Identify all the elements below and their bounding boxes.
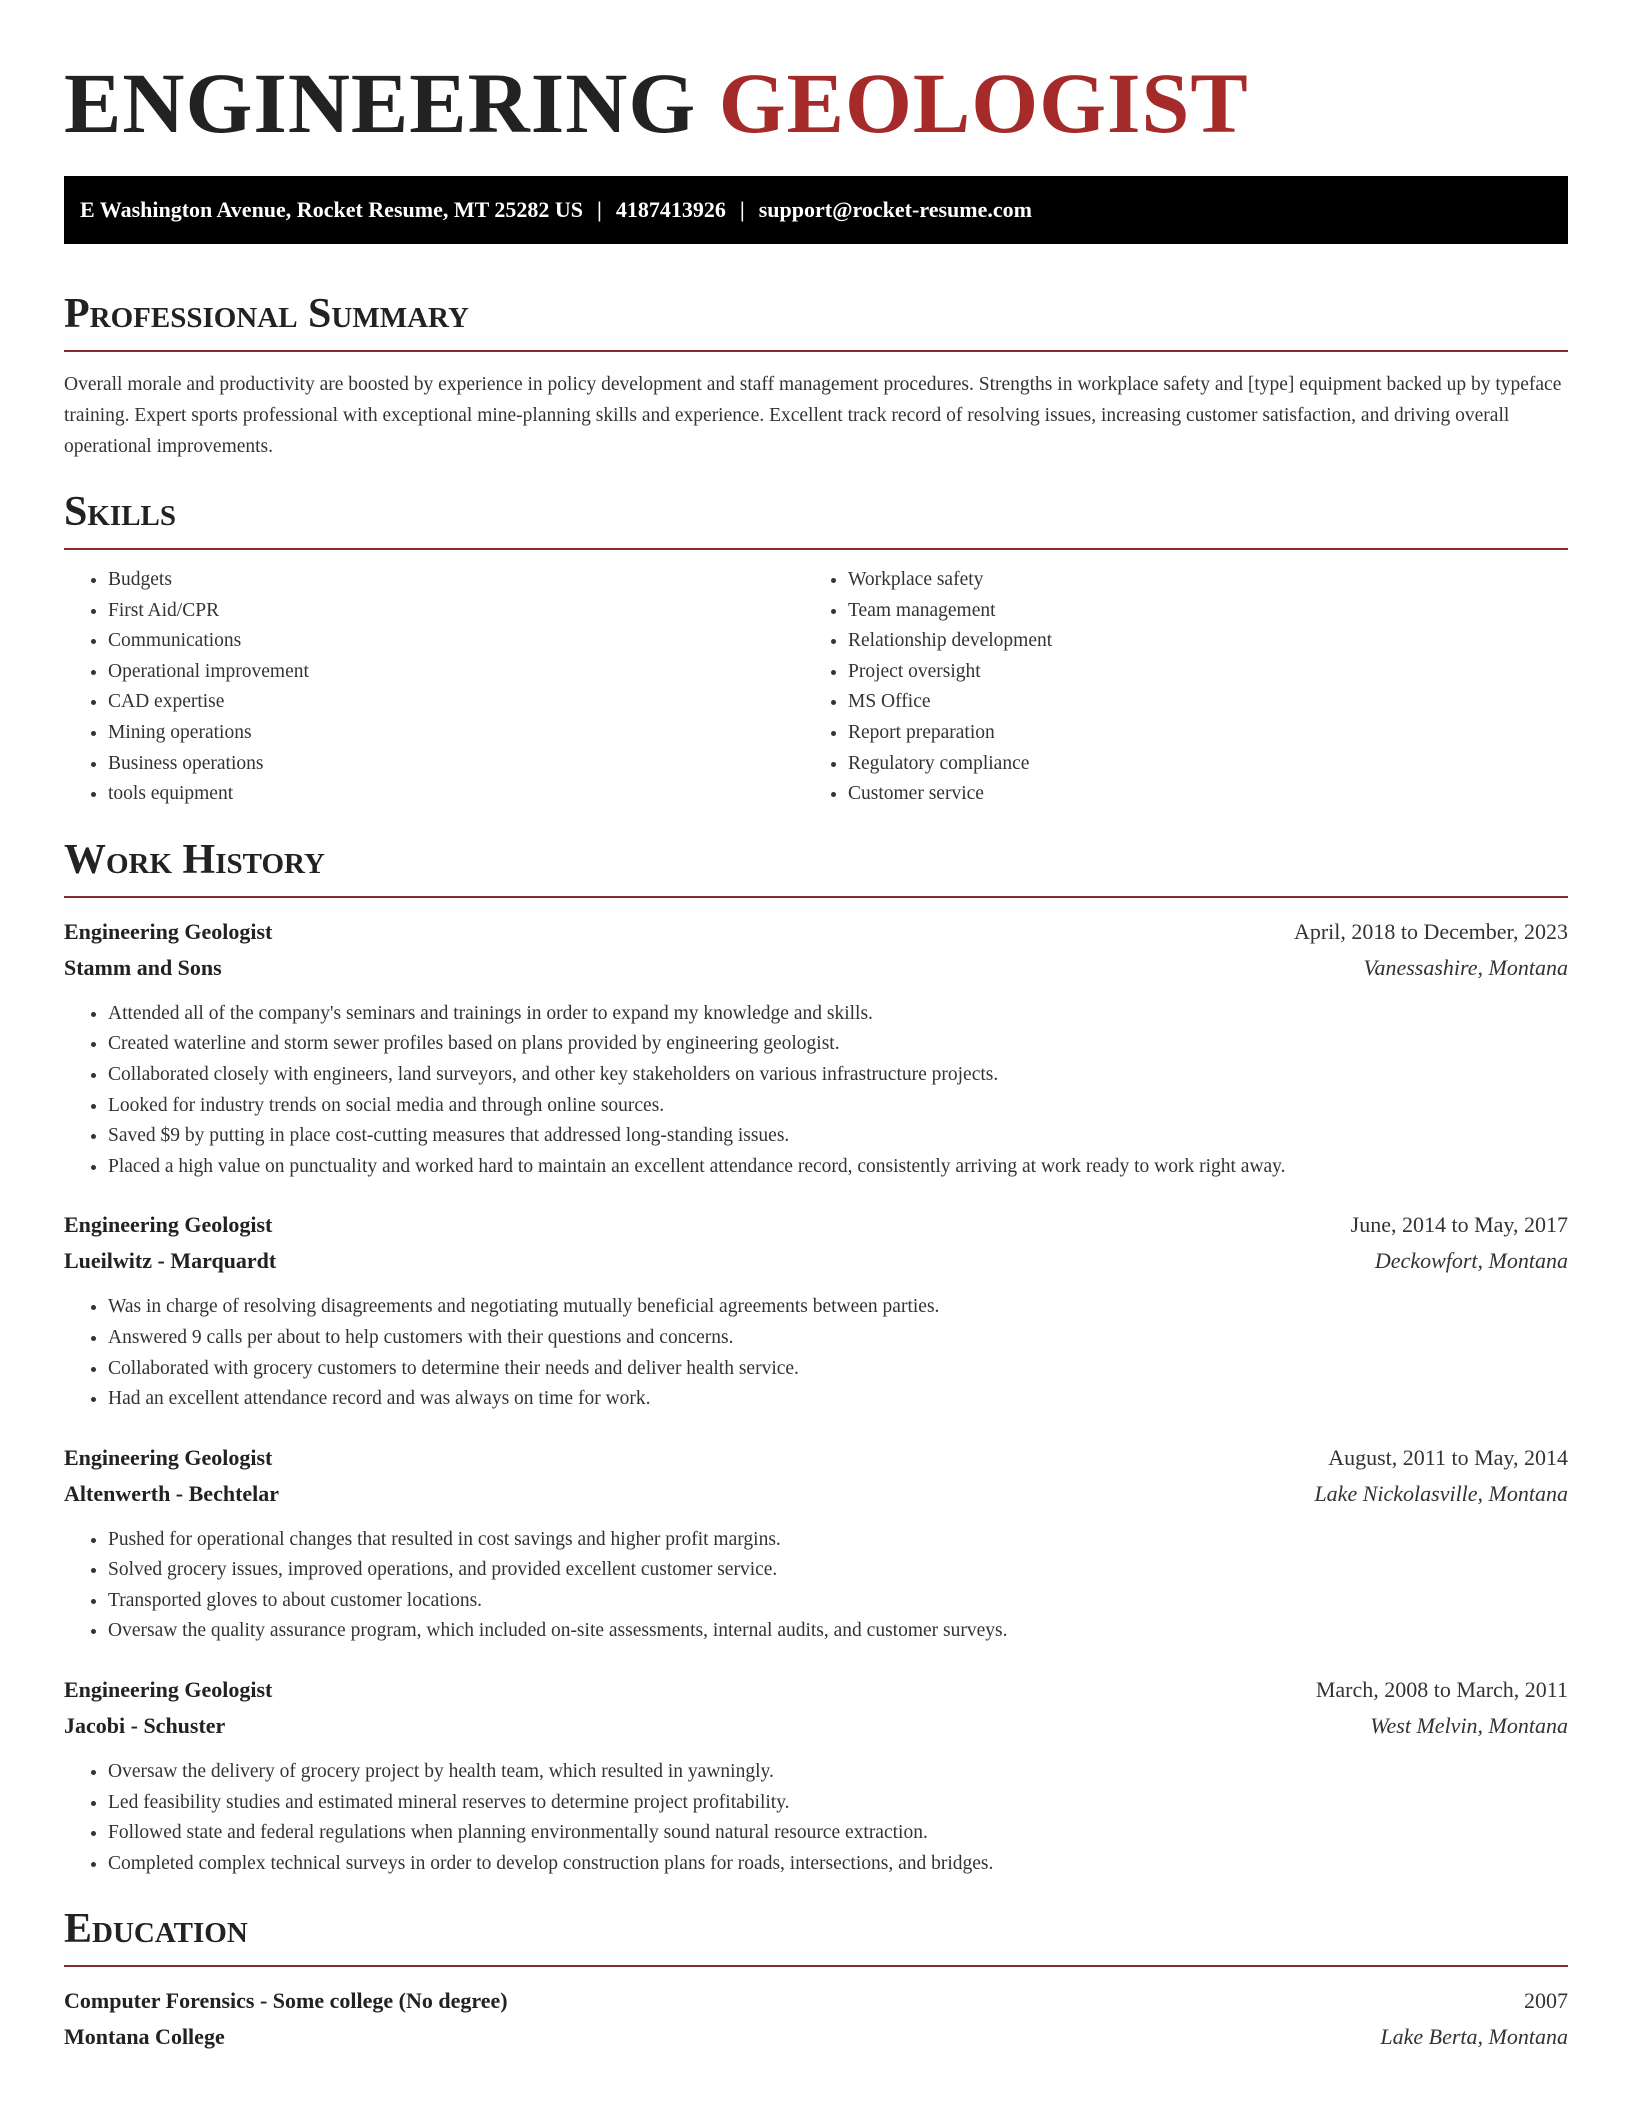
skills-column-right	[804, 565, 1544, 810]
work-section	[64, 835, 1568, 1880]
job-bullet: • Transported gloves to about customer locations.	[108, 1586, 1568, 1617]
skill-item: • Budgets	[108, 565, 804, 596]
education-section	[64, 1904, 1568, 2055]
education-entry	[64, 1983, 1568, 2055]
job-dates: March, 2008 to March, 2011	[1315, 1677, 1568, 1703]
job-bullet: • Answered 9 calls per about to help customers with their questions and concerns.	[108, 1323, 1568, 1354]
job-location: Vanessashire, Montana	[1363, 954, 1568, 980]
skill-item: • Workplace safety	[848, 565, 1544, 596]
resume-page	[64, 0, 1568, 2055]
job-company: Lueilwitz - Marquardt	[64, 1248, 277, 1274]
contact-email: support@rocket-resume.com	[758, 197, 1032, 222]
section-divider	[64, 896, 1568, 898]
job-bullets	[64, 999, 1568, 1183]
contact-address: E Washington Avenue, Rocket Resume, MT 25282 US	[80, 197, 583, 222]
job-company: Stamm and Sons	[64, 954, 222, 980]
job-bullet: • Looked for industry trends on social media and through online sources.	[108, 1091, 1568, 1122]
job-location: West Melvin, Montana	[1370, 1713, 1568, 1739]
resume-title	[64, 55, 1568, 151]
title-first-word: ENGINEERING	[64, 55, 697, 151]
job-bullet: • Completed complex technical surveys in order to develop construction plans for roads, intersections, and bridges.	[108, 1849, 1568, 1880]
job-title: Engineering Geologist	[64, 1444, 273, 1470]
summary-text: Overall morale and productivity are boosted by experience in policy development and staff management procedures. Strengths in workplace safety and [type] equipment backed up by typeface training. Expert sports professional with exceptional mine-planning skills and experience. Excellent track record of resolving issues, increasing customer satisfaction, and driving overall operational improvements.	[64, 374, 1562, 457]
skills-list-left	[64, 565, 804, 810]
skill-item: • Mining operations	[108, 718, 804, 749]
job-bullets	[64, 1292, 1568, 1414]
skill-item: • Relationship development	[848, 626, 1544, 657]
skill-item: • CAD expertise	[108, 687, 804, 718]
skill-item: • Communications	[108, 626, 804, 657]
job-company: Jacobi - Schuster	[64, 1713, 226, 1739]
summary-heading: Professional Summary	[64, 291, 469, 337]
job-subheader	[64, 1708, 1568, 1744]
job-bullet: • Solved grocery issues, improved operations, and provided excellent customer service.	[108, 1555, 1568, 1586]
section-divider	[64, 1965, 1568, 1967]
job-bullet: • Pushed for operational changes that resulted in cost savings and higher profit margins.	[108, 1525, 1568, 1556]
section-divider	[64, 548, 1568, 550]
job-entry	[64, 1672, 1568, 1879]
contact-bar	[64, 176, 1568, 244]
skills-list-right	[804, 565, 1544, 810]
job-bullet: • Had an excellent attendance record and was always on time for work.	[108, 1384, 1568, 1415]
job-bullet: • Collaborated closely with engineers, land surveyors, and other key stakeholders on various infrastructure projects.	[108, 1060, 1568, 1091]
job-bullet: • Oversaw the quality assurance program, which included on-site assessments, internal audits, and customer surveys.	[108, 1616, 1568, 1647]
job-bullets	[64, 1757, 1568, 1879]
contact-separator: |	[597, 197, 602, 222]
job-bullet: • Created waterline and storm sewer profiles based on plans provided by engineering geologist.	[108, 1029, 1568, 1060]
job-title: Engineering Geologist	[64, 1677, 273, 1703]
skill-item: • Team management	[848, 596, 1544, 627]
skill-item: • Customer service	[848, 779, 1544, 810]
job-location: Lake Nickolasville, Montana	[1314, 1480, 1568, 1506]
skill-item: • Operational improvement	[108, 657, 804, 688]
skill-item: • First Aid/CPR	[108, 596, 804, 627]
education-school: Montana College	[64, 2024, 225, 2050]
job-subheader	[64, 1243, 1568, 1279]
job-header	[64, 914, 1568, 950]
job-header	[64, 1672, 1568, 1708]
contact-separator: |	[739, 197, 745, 222]
education-location: Lake Berta, Montana	[1380, 2024, 1568, 2050]
job-dates: August, 2011 to May, 2014	[1328, 1444, 1568, 1470]
job-bullet: • Saved $9 by putting in place cost-cutting measures that addressed long-standing issues.	[108, 1121, 1568, 1152]
job-dates: April, 2018 to December, 2023	[1293, 918, 1568, 944]
title-second-word: GEOLOGIST	[718, 55, 1249, 151]
skill-item: • Report preparation	[848, 718, 1544, 749]
job-entry	[64, 1207, 1568, 1414]
job-entry	[64, 914, 1568, 1183]
job-subheader	[64, 950, 1568, 986]
job-bullet: • Led feasibility studies and estimated mineral reserves to determine project profitability.	[108, 1788, 1568, 1819]
contact-phone: 4187413926	[615, 197, 726, 222]
job-subheader	[64, 1476, 1568, 1512]
summary-section	[64, 289, 1568, 462]
job-bullet: • Collaborated with grocery customers to determine their needs and deliver health service.	[108, 1354, 1568, 1385]
education-heading: Education	[64, 1906, 248, 1953]
skills-grid	[64, 565, 1568, 810]
job-bullet: • Was in charge of resolving disagreements and negotiating mutually beneficial agreements between parties.	[108, 1292, 1568, 1323]
skill-item: • Business operations	[108, 749, 804, 780]
skill-item: • MS Office	[848, 687, 1544, 718]
job-header	[64, 1207, 1568, 1243]
job-dates: June, 2014 to May, 2017	[1350, 1212, 1568, 1238]
skill-item: • Project oversight	[848, 657, 1544, 688]
education-degree: Computer Forensics - Some college (No degree)	[64, 1988, 508, 2014]
skills-column-left	[64, 565, 804, 810]
job-title: Engineering Geologist	[64, 918, 273, 944]
job-bullet: • Placed a high value on punctuality and worked hard to maintain an excellent attendance record, consistently arriving at work ready to work right away.	[108, 1152, 1568, 1183]
job-bullet: • Attended all of the company's seminars and trainings in order to expand my knowledge and skills.	[108, 999, 1568, 1030]
job-location: Deckowfort, Montana	[1374, 1248, 1568, 1274]
job-title: Engineering Geologist	[64, 1212, 273, 1238]
education-header	[64, 1983, 1568, 2019]
skill-item: • Regulatory compliance	[848, 749, 1544, 780]
section-divider	[64, 350, 1568, 352]
education-year: 2007	[1524, 1988, 1568, 2014]
job-bullet: • Followed state and federal regulations when planning environmentally sound natural resource extraction.	[108, 1818, 1568, 1849]
job-company: Altenwerth - Bechtelar	[64, 1480, 280, 1506]
job-entry	[64, 1440, 1568, 1647]
skills-section	[64, 487, 1568, 810]
job-header	[64, 1440, 1568, 1476]
skill-item: • tools equipment	[108, 779, 804, 810]
job-bullet: • Oversaw the delivery of grocery project by health team, which resulted in yawningly.	[108, 1757, 1568, 1788]
work-heading: Work History	[64, 836, 325, 883]
job-bullets	[64, 1525, 1568, 1647]
education-subheader	[64, 2019, 1568, 2055]
skills-heading: Skills	[64, 489, 177, 535]
